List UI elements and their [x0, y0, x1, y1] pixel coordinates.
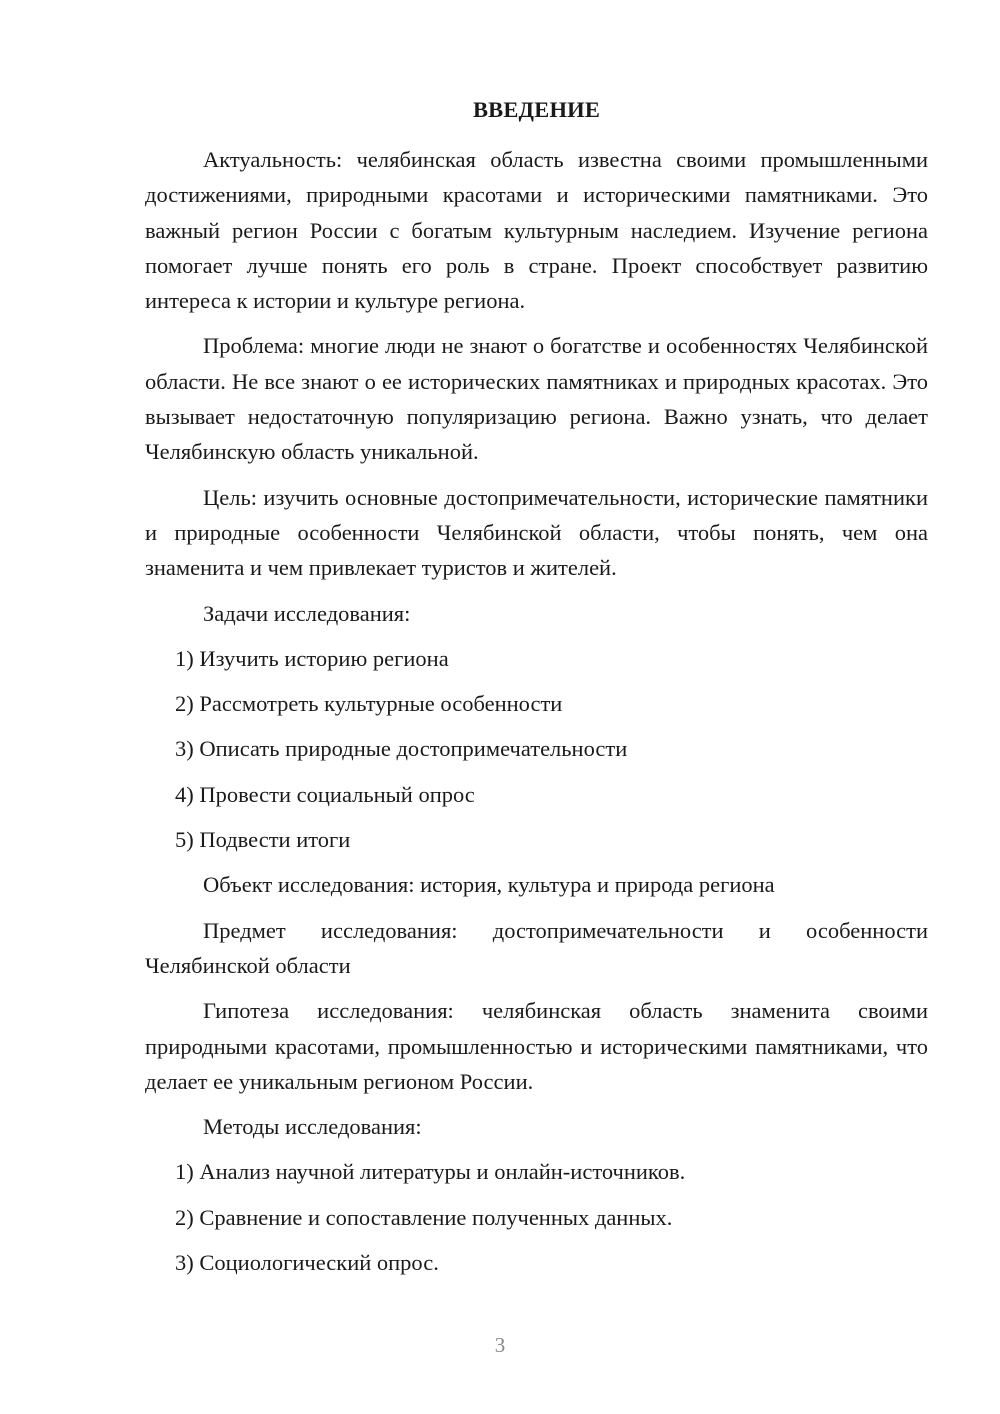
list-item: 1) Изучить историю региона — [175, 645, 449, 671]
methods-label: Методы исследования: — [203, 1114, 422, 1140]
list-item: 1) Анализ научной литературы и онлайн-источников. — [175, 1159, 686, 1185]
problem-paragraph: Проблема: многие люди не знают о богатстве и особенностях Челябинской области. Не все знают о ее исторических памятниках и природных красотах. Это вызывает недостаточную популяризацию региона. Важно узнать, что делает Челябинскую область уникальной. — [145, 333, 928, 465]
page-number: 3 — [494, 1333, 506, 1357]
list-item: 5) Подвести итоги — [175, 827, 351, 853]
subject-paragraph: Предмет исследования: достопримечательности и особенности Челябинской области — [145, 917, 928, 978]
goal-paragraph: Цель: изучить основные достопримечательности, исторические памятники и природные особенности Челябинской области, чтобы понять, чем она знаменита и чем привлекает туристов и жителей. — [145, 484, 928, 581]
document-page — [145, 92, 928, 1290]
list-item: 3) Социологический опрос. — [175, 1250, 439, 1276]
list-item: 2) Сравнение и сопоставление полученных данных. — [175, 1204, 673, 1230]
list-item: 3) Описать природные достопримечательности — [175, 736, 628, 762]
list-item: 2) Рассмотреть культурные особенности — [175, 691, 563, 717]
tasks-label: Задачи исследования: — [203, 600, 411, 626]
object-paragraph: Объект исследования: история, культура и природа региона — [203, 872, 775, 898]
hypothesis-paragraph: Гипотеза исследования: челябинская область знаменита своими природными красотами, промышленностью и историческими памятниками, что делает ее уникальным регионом России. — [145, 998, 928, 1094]
methods-list — [145, 1154, 928, 1280]
tasks-list — [145, 641, 928, 857]
relevance-paragraph: Актуальность: челябинская область известна своими промышленными достижениями, природными красотами и историческими памятниками. Это важный регион России с богатым культурным наследием. Изучение региона помогает лучше понять его роль в стране. Проект способствует развитию интереса к истории и культуре региона. — [145, 147, 928, 314]
list-item: 4) Провести социальный опрос — [175, 781, 475, 807]
section-title: ВВЕДЕНИЕ — [472, 97, 601, 122]
